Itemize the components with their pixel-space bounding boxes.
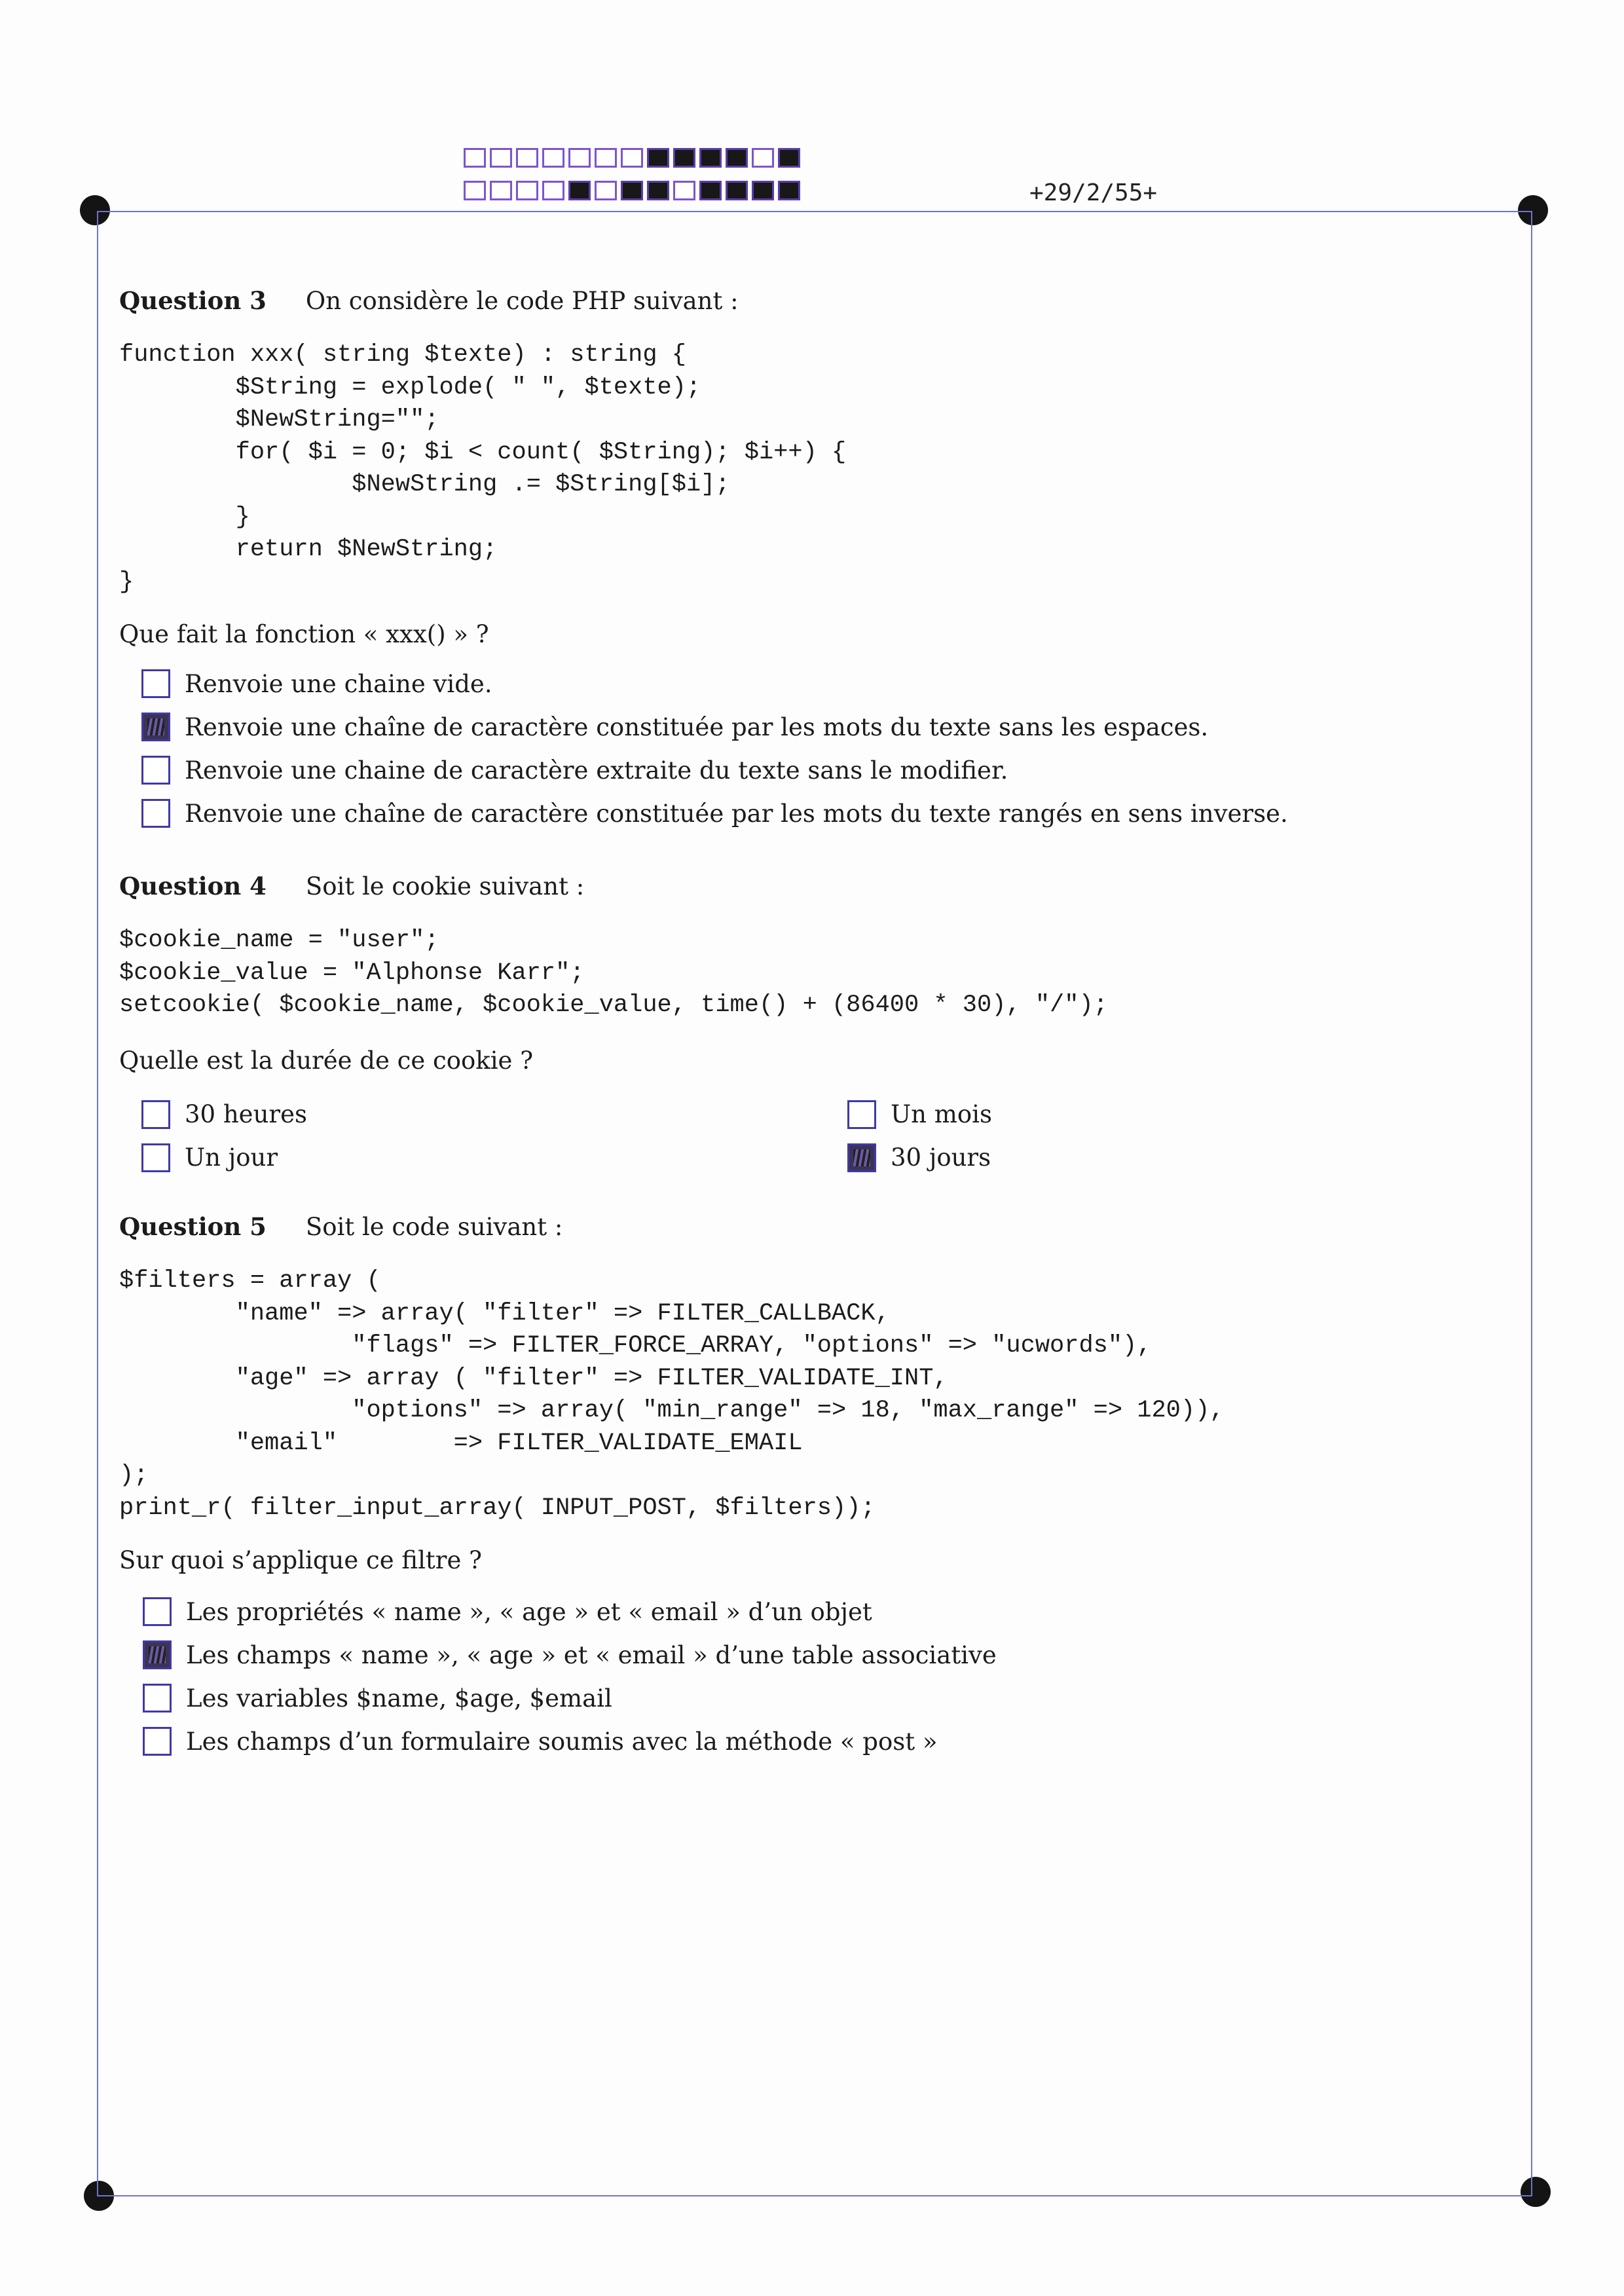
- answer-label: Renvoie une chaîne de caractère constituée par les mots du texte sans les espaces.: [185, 713, 1209, 741]
- answer-checkbox[interactable]: [141, 1100, 170, 1129]
- answer-option[interactable]: [141, 1093, 847, 1136]
- barcode-cell: [673, 181, 695, 200]
- barcode-cell: [542, 181, 564, 200]
- answer-list: [143, 1590, 1442, 1763]
- question-number: Question 4: [119, 872, 267, 900]
- answer-label: Les propriétés « name », « age » et « email » d’un objet: [186, 1597, 872, 1626]
- barcode-cell: [726, 181, 748, 200]
- answer-option[interactable]: [141, 662, 1442, 705]
- answer-checkbox[interactable]: [143, 1727, 172, 1756]
- answer-label: 30 jours: [891, 1143, 991, 1172]
- answer-option[interactable]: [141, 705, 1442, 749]
- barcode-cell: [778, 148, 800, 168]
- question-3: [119, 284, 1442, 835]
- barcode-cell: [647, 181, 669, 200]
- answer-checkbox[interactable]: [847, 1100, 876, 1129]
- answer-option[interactable]: [847, 1136, 1437, 1179]
- answer-option[interactable]: [847, 1093, 1437, 1136]
- question-header: [119, 870, 1442, 903]
- barcode-cell: [490, 148, 512, 168]
- answer-list: [141, 1093, 1442, 1179]
- barcode-cell: [699, 148, 722, 168]
- question-5: [119, 1210, 1442, 1763]
- answer-checkbox[interactable]: [847, 1143, 876, 1172]
- answer-label: Les champs d’un formulaire soumis avec la méthode « post »: [186, 1727, 938, 1756]
- answer-label: Un jour: [185, 1143, 278, 1172]
- answer-label: Renvoie une chaine vide.: [185, 669, 492, 698]
- question-number: Question 3: [119, 286, 267, 315]
- answer-checkbox[interactable]: [143, 1597, 172, 1626]
- answer-option[interactable]: [143, 1676, 1442, 1720]
- barcode-cell: [595, 148, 617, 168]
- answer-label: Les variables $name, $age, $email: [186, 1684, 612, 1713]
- answer-checkbox[interactable]: [141, 713, 170, 741]
- barcode-cell: [516, 148, 538, 168]
- barcode-cell: [464, 148, 486, 168]
- answer-checkbox[interactable]: [141, 669, 170, 698]
- barcode-cell: [752, 181, 774, 200]
- question-text: Soit le cookie suivant :: [305, 872, 585, 900]
- barcode-cell: [673, 148, 695, 168]
- code-block: $cookie_name = "user"; $cookie_value = "Alphonse Karr"; setcookie( $cookie_name, $cookie_value, time() + (86400 * 30), "/");: [119, 927, 1108, 1019]
- answer-list: [141, 662, 1442, 835]
- answer-option[interactable]: [141, 1136, 847, 1179]
- page-barcode-row-2: [464, 181, 800, 200]
- question-text: On considère le code PHP suivant :: [305, 287, 739, 315]
- barcode-cell: [568, 148, 591, 168]
- answer-option[interactable]: [143, 1590, 1442, 1633]
- question-header: [119, 1210, 1442, 1244]
- page-identifier: +29/2/55+: [1029, 179, 1158, 206]
- answer-checkbox[interactable]: [141, 756, 170, 785]
- answer-label: Les champs « name », « age » et « email » d’une table associative: [186, 1640, 997, 1669]
- question-number: Question 5: [119, 1212, 267, 1241]
- page-barcode-row-1: [464, 148, 800, 168]
- barcode-cell: [752, 148, 774, 168]
- barcode-cell: [778, 181, 800, 200]
- question-prompt: Sur quoi s’applique ce filtre ?: [119, 1546, 482, 1574]
- answer-label: 30 heures: [185, 1100, 307, 1128]
- question-prompt: Quelle est la durée de ce cookie ?: [119, 1046, 534, 1075]
- answer-checkbox[interactable]: [141, 1143, 170, 1172]
- barcode-cell: [464, 181, 486, 200]
- answer-checkbox[interactable]: [143, 1640, 172, 1669]
- barcode-cell: [568, 181, 591, 200]
- answer-label: Un mois: [891, 1100, 992, 1128]
- answer-label: Renvoie une chaîne de caractère constituée par les mots du texte rangés en sens inverse.: [185, 799, 1288, 828]
- question-4: [119, 870, 1442, 1179]
- code-block: $filters = array ( "name" => array( "filter" => FILTER_CALLBACK, "flags" => FILTER_FORCE_ARRAY, "options" => "ucwords"), "age" => array ( "filter" => FILTER_VALIDATE_INT, "options" => array( "min_range" => 18, "max_range" => 120)), "email" => FILTER_VALIDATE_EMAIL ); print_r( filter_input_array( INPUT_POST, $filters));: [119, 1267, 1225, 1522]
- answer-option[interactable]: [141, 749, 1442, 792]
- answer-checkbox[interactable]: [141, 799, 170, 828]
- barcode-cell: [542, 148, 564, 168]
- answer-option[interactable]: [141, 792, 1442, 835]
- barcode-cell: [647, 148, 669, 168]
- question-prompt: Que fait la fonction « xxx() » ?: [119, 620, 489, 648]
- answer-option[interactable]: [143, 1633, 1442, 1676]
- barcode-cell: [699, 181, 722, 200]
- question-text: Soit le code suivant :: [305, 1213, 563, 1241]
- barcode-cell: [621, 181, 643, 200]
- barcode-cell: [595, 181, 617, 200]
- code-block: function xxx( string $texte) : string { $String = explode( " ", $texte); $NewString=""; for( $i = 0; $i < count( $String); $i++) { $NewString .= $String[$i]; } return $NewString; }: [119, 341, 847, 596]
- answer-checkbox[interactable]: [143, 1684, 172, 1713]
- barcode-cell: [490, 181, 512, 200]
- answer-label: Renvoie une chaine de caractère extraite du texte sans le modifier.: [185, 756, 1008, 785]
- barcode-cell: [516, 181, 538, 200]
- barcode-cell: [726, 148, 748, 168]
- barcode-cell: [621, 148, 643, 168]
- answer-option[interactable]: [143, 1720, 1442, 1763]
- question-header: [119, 284, 1442, 318]
